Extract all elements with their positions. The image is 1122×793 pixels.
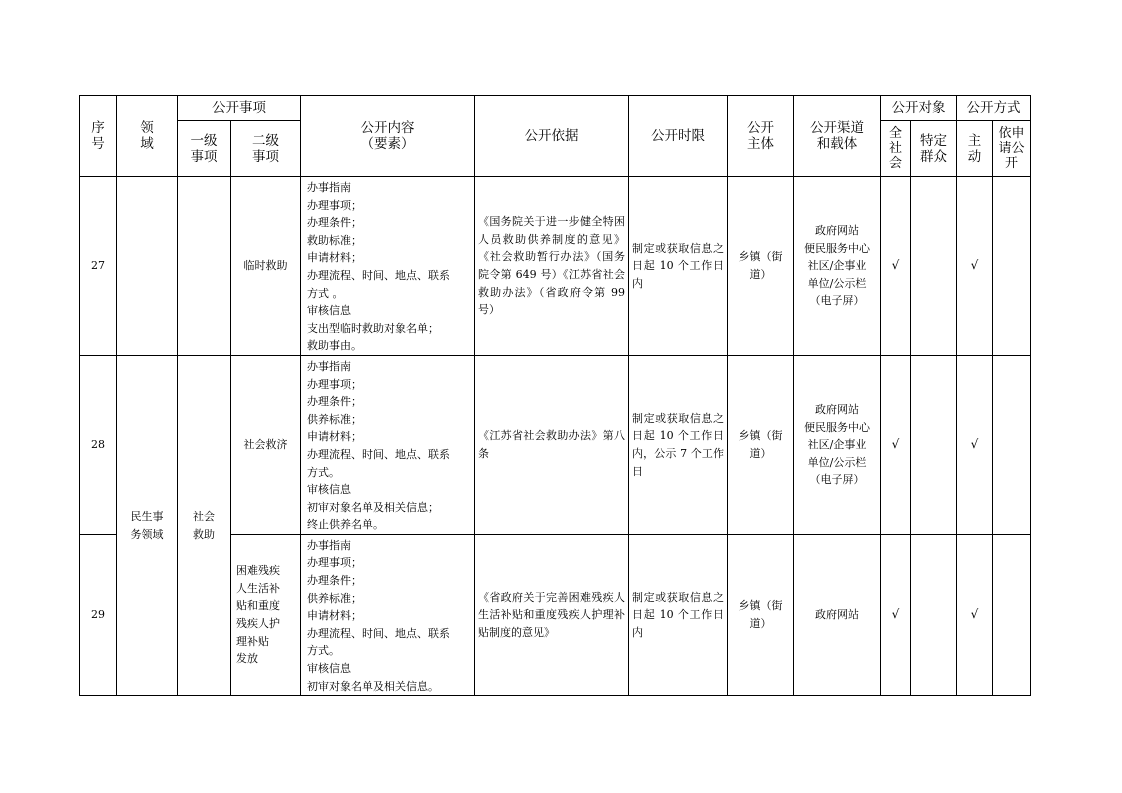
header-seq: 序 号 xyxy=(80,96,117,177)
row-level2: 社会救济 xyxy=(231,355,301,534)
row-specific-group-check xyxy=(911,177,957,356)
row-seq: 28 xyxy=(80,355,117,534)
row-level2: 困难残疾 人生活补 贴和重度 残疾人护 理补贴 发放 xyxy=(231,534,301,695)
row-basis: 《江苏省社会救助办法》第八条 xyxy=(475,355,629,534)
row-seq: 29 xyxy=(80,534,117,695)
row-basis: 《省政府关于完善困难残疾人生活补贴和重度残疾人护理补贴制度的意见》 xyxy=(475,534,629,695)
header-method: 公开方式 xyxy=(957,96,1031,121)
header-target: 公开对象 xyxy=(881,96,957,121)
row-all-society-check: √ xyxy=(881,177,911,356)
row-basis: 《国务院关于进一步健全特困人员救助供养制度的意见》《社会救助暂行办法》（国务院令第 649 号）《江苏省社会救助办法》（省政府令第 99 号） xyxy=(475,177,629,356)
row-level1-empty xyxy=(178,177,231,356)
disclosure-table xyxy=(79,95,1031,696)
header-level1: 一级 事项 xyxy=(178,121,231,177)
shared-level1: 社会 救助 xyxy=(178,355,231,695)
header-target-specific: 特定 群众 xyxy=(911,121,957,177)
row-subject: 乡镇（街道） xyxy=(728,177,794,356)
row-time-limit: 制定或获取信息之日起 10 个工作日内 xyxy=(629,534,728,695)
row-all-society-check: √ xyxy=(881,534,911,695)
row-channel: 政府网站 xyxy=(794,534,881,695)
row-active-check: √ xyxy=(957,534,993,695)
row-all-society-check: √ xyxy=(881,355,911,534)
header-subject: 公开 主体 xyxy=(728,96,794,177)
row-domain-empty xyxy=(117,177,178,356)
table-row xyxy=(80,177,1031,356)
header-level2: 二级 事项 xyxy=(231,121,301,177)
row-content: 办事指南 办理事项； 办理条件； 供养标准； 申请材料； 办理流程、时间、地点、联系 方式。 审核信息 初审对象名单及相关信息； 终止供养名单。 xyxy=(301,355,475,534)
row-level2: 临时救助 xyxy=(231,177,301,356)
row-time-limit: 制定或获取信息之日起 10 个工作日内，公示 7 个工作日 xyxy=(629,355,728,534)
table-row xyxy=(80,355,1031,534)
header-method-active: 主 动 xyxy=(957,121,993,177)
header-channel: 公开渠道 和载体 xyxy=(794,96,881,177)
row-content: 办事指南 办理事项； 办理条件； 供养标准； 申请材料； 办理流程、时间、地点、联系 方式。 审核信息 初审对象名单及相关信息。 xyxy=(301,534,475,695)
header-content: 公开内容 （要素） xyxy=(301,96,475,177)
row-request-check xyxy=(993,177,1031,356)
row-subject: 乡镇（街道） xyxy=(728,355,794,534)
row-channel: 政府网站 便民服务中心 社区/企事业 单位/公示栏 （电子屏） xyxy=(794,355,881,534)
row-active-check: √ xyxy=(957,355,993,534)
row-request-check xyxy=(993,534,1031,695)
row-time-limit: 制定或获取信息之日起 10 个工作日内 xyxy=(629,177,728,356)
row-seq: 27 xyxy=(80,177,117,356)
row-content: 办事指南 办理事项； 办理条件； 救助标准； 申请材料； 办理流程、时间、地点、联系 方式 。 审核信息 支出型临时救助对象名单； 救助事由。 xyxy=(301,177,475,356)
row-subject: 乡镇（街道） xyxy=(728,534,794,695)
header-domain: 领 域 xyxy=(117,96,178,177)
row-specific-group-check xyxy=(911,534,957,695)
header-method-request: 依申 请公 开 xyxy=(993,121,1031,177)
row-active-check: √ xyxy=(957,177,993,356)
shared-domain: 民生事 务领域 xyxy=(117,355,178,695)
header-basis: 公开依据 xyxy=(475,96,629,177)
header-target-all: 全 社 会 xyxy=(881,121,911,177)
row-specific-group-check xyxy=(911,355,957,534)
row-request-check xyxy=(993,355,1031,534)
header-time-limit: 公开时限 xyxy=(629,96,728,177)
header-matters: 公开事项 xyxy=(178,96,301,121)
row-channel: 政府网站 便民服务中心 社区/企事业 单位/公示栏 （电子屏） xyxy=(794,177,881,356)
